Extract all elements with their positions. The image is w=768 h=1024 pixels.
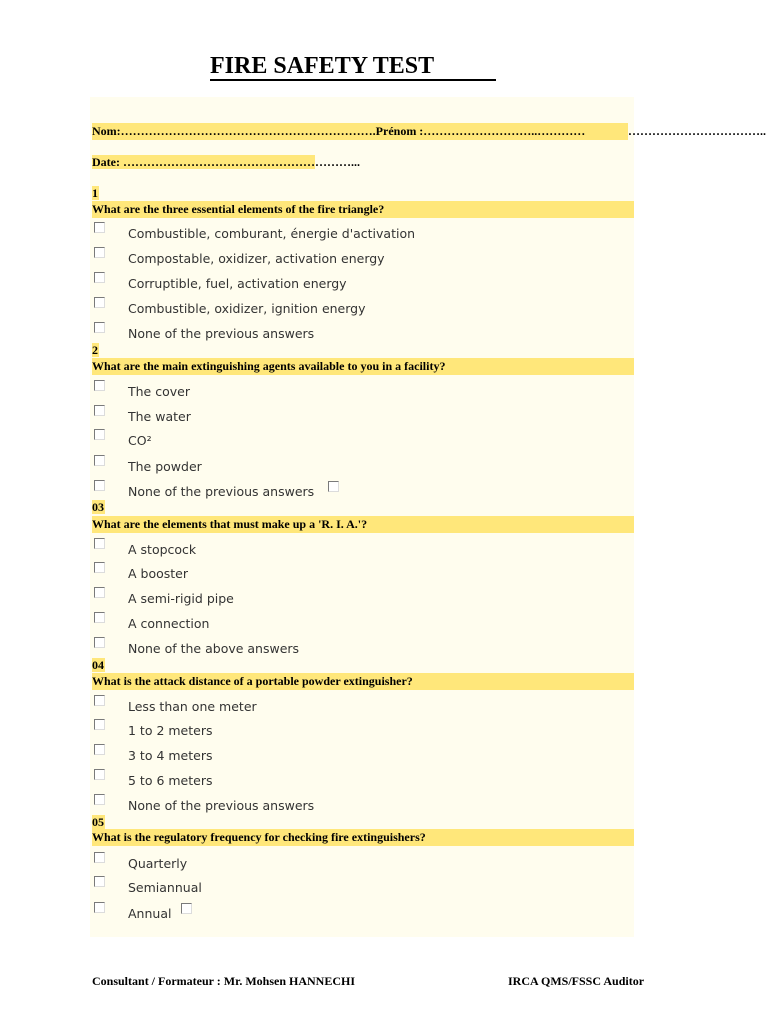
answer-checkbox[interactable] — [94, 876, 105, 887]
answer-checkbox[interactable] — [94, 322, 105, 333]
answer-checkbox[interactable] — [94, 405, 105, 416]
nom-prenom-field[interactable] — [92, 123, 766, 140]
answer-label: Corruptible, fuel, activation energy — [128, 276, 347, 291]
answer-label: Compostable, oxidizer, activation energy — [128, 251, 385, 266]
answer-label: 5 to 6 meters — [128, 773, 213, 788]
answer-label: The powder — [128, 459, 202, 474]
answer-label: Annual — [128, 906, 172, 921]
answer-label: 1 to 2 meters — [128, 723, 213, 738]
answer-checkbox[interactable] — [94, 769, 105, 780]
answer-label: A stopcock — [128, 542, 197, 557]
date-dots: ………... — [314, 155, 360, 169]
answer-checkbox[interactable] — [94, 744, 105, 755]
answer-checkbox[interactable] — [94, 480, 105, 491]
question-text: What is the attack distance of a portable powder extinguisher? — [92, 673, 634, 690]
answer-label: None of the previous answers — [128, 326, 315, 341]
answer-checkbox[interactable] — [94, 380, 105, 391]
answer-label: A connection — [128, 616, 210, 631]
page-title: FIRE SAFETY TEST — [210, 53, 496, 81]
answer-label: None of the previous answers — [128, 798, 315, 813]
answer-label: A booster — [128, 566, 188, 581]
question-number: 1 — [92, 186, 98, 200]
answer-label: A semi-rigid pipe — [128, 591, 234, 606]
answer-checkbox[interactable] — [94, 902, 105, 913]
answer-label: Quarterly — [128, 856, 188, 871]
answer-checkbox[interactable] — [94, 272, 105, 283]
answer-checkbox[interactable] — [94, 247, 105, 258]
answer-label: Less than one meter — [128, 699, 257, 714]
answer-checkbox[interactable] — [94, 719, 105, 730]
answer-checkbox[interactable] — [94, 429, 105, 440]
answer-checkbox[interactable] — [94, 297, 105, 308]
answer-label: The water — [128, 409, 191, 424]
date-field[interactable] — [92, 154, 360, 171]
question-number: 05 — [92, 815, 104, 829]
extra-checkbox[interactable] — [328, 481, 339, 492]
footer-consultant: Consultant / Formateur : Mr. Mohsen HANNECHI — [92, 974, 355, 988]
date-label: Date: ………………………………………… — [92, 155, 315, 169]
question-text: What is the regulatory frequency for checking fire extinguishers? — [92, 829, 634, 846]
answer-checkbox[interactable] — [94, 637, 105, 648]
answer-checkbox[interactable] — [94, 612, 105, 623]
extra-checkbox[interactable] — [181, 903, 192, 914]
nom-prenom-label: Nom:……………………………………………………….Prénom :………………………..………… — [92, 123, 628, 140]
question-number: 2 — [92, 343, 98, 357]
answer-checkbox[interactable] — [94, 587, 105, 598]
answer-checkbox[interactable] — [94, 562, 105, 573]
answer-checkbox[interactable] — [94, 455, 105, 466]
footer-auditor: IRCA QMS/FSSC Auditor — [508, 974, 645, 988]
answer-checkbox[interactable] — [94, 695, 105, 706]
answer-checkbox[interactable] — [94, 794, 105, 805]
answer-label: The cover — [128, 384, 190, 399]
answer-label: None of the previous answers — [128, 484, 315, 499]
answer-label: None of the above answers — [128, 641, 300, 656]
question-text: What are the three essential elements of the fire triangle? — [92, 201, 634, 218]
question-text: What are the elements that must make up a 'R. I. A.'? — [92, 516, 634, 533]
question-number: 03 — [92, 500, 104, 514]
nom-prenom-dots: …………………………….. — [628, 124, 766, 138]
answer-checkbox[interactable] — [94, 538, 105, 549]
answer-label: CO² — [128, 433, 152, 448]
answer-label: Semiannual — [128, 880, 202, 895]
question-number: 04 — [92, 658, 104, 672]
question-text: What are the main extinguishing agents available to you in a facility? — [92, 358, 634, 375]
answer-checkbox[interactable] — [94, 222, 105, 233]
answer-label: Combustible, oxidizer, ignition energy — [128, 301, 366, 316]
answer-label: 3 to 4 meters — [128, 748, 213, 763]
answer-checkbox[interactable] — [94, 852, 105, 863]
answer-label: Combustible, comburant, énergie d'activation — [128, 226, 416, 241]
